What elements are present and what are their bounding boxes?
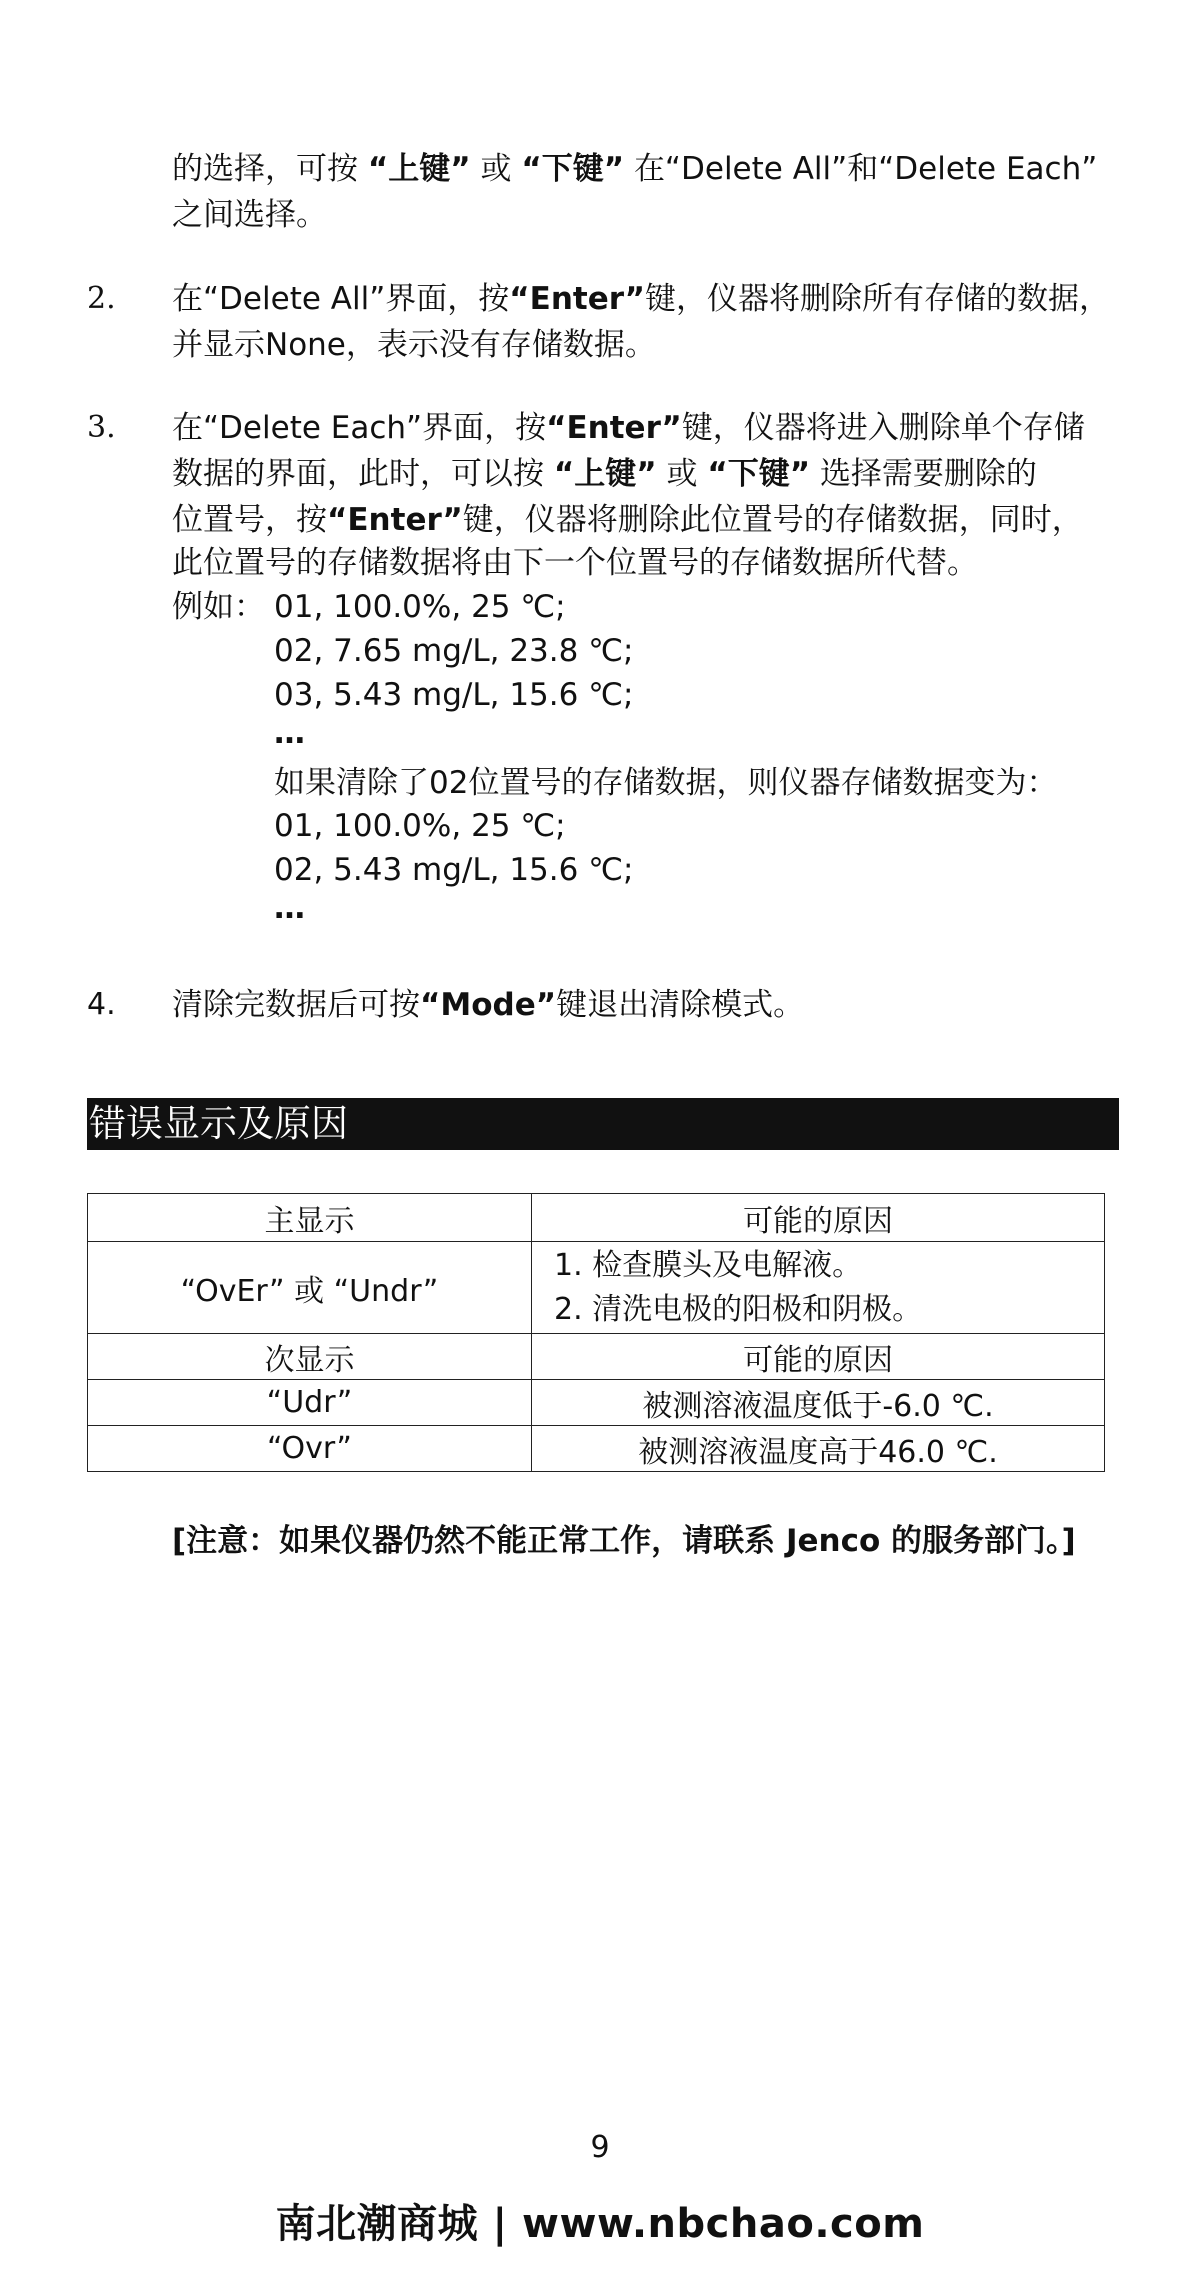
example-note: 如果清除了02位置号的存储数据，则仪器存储数据变为：: [274, 765, 1058, 801]
example-entry: 01, 100.0%, 25 ℃;: [274, 589, 566, 625]
intro-line-1: 的选择，可按 “上键” 或 “下键” 在“Delete All”和“Delete Each”: [172, 151, 1098, 187]
item-number: 2.: [87, 281, 116, 316]
table-cell-causes: [532, 1242, 1105, 1334]
table-row: [88, 1380, 1105, 1426]
item-3-line-2: 数据的界面，此时，可以按 “上键” 或 “下键” 选择需要删除的: [172, 456, 1037, 492]
intro-line-2: 之间选择。: [172, 197, 327, 233]
example-entry: 01, 100.0%, 25 ℃;: [274, 808, 566, 844]
cause-item: 2. 清洗电极的阳极和阴极。: [554, 1291, 923, 1327]
item-3-line-3: 位置号，按“Enter”键，仪器将删除此位置号的存储数据，同时，: [172, 502, 1083, 538]
page-number: 9: [590, 2130, 610, 2165]
example-entry: 03, 5.43 mg/L, 15.6 ℃;: [274, 677, 634, 713]
table-cell-cause: 被测溶液温度高于46.0 ℃.: [532, 1426, 1105, 1472]
cause-item: 1. 检查膜头及电解液。: [554, 1247, 863, 1283]
item-number: 4.: [87, 987, 116, 1022]
item-2-line-2: 并显示None，表示没有存储数据。: [172, 327, 656, 363]
table-header-cell: 可能的原因: [532, 1194, 1105, 1242]
item-3-line-1: 在“Delete Each”界面，按“Enter”键，仪器将进入删除单个存储: [172, 410, 1085, 446]
example-entry: 02, 7.65 mg/L, 23.8 ℃;: [274, 633, 634, 669]
table-cell-display: “Udr”: [88, 1380, 532, 1426]
section-title: 错误显示及原因: [87, 1098, 1119, 1150]
footer-watermark: 南北潮商城 | www.nbchao.com: [275, 2201, 925, 2247]
table-header-cell: 次显示: [88, 1334, 532, 1380]
item-2-line-1: 在“Delete All”界面，按“Enter”键，仪器将删除所有存储的数据，: [172, 281, 1110, 317]
service-note: [注意：如果仪器仍然不能正常工作，请联系 Jenco 的服务部门。]: [172, 1523, 1076, 1559]
table-cell-display: “Ovr”: [88, 1426, 532, 1472]
example-label: 例如：: [172, 589, 265, 625]
item-3-line-4: 此位置号的存储数据将由下一个位置号的存储数据所代替。: [172, 545, 978, 581]
example-ellipsis: …: [274, 890, 305, 926]
item-number: 3.: [87, 410, 116, 445]
table-header-row: [88, 1334, 1105, 1380]
table-row: [88, 1426, 1105, 1472]
example-entry: 02, 5.43 mg/L, 15.6 ℃;: [274, 852, 634, 888]
table-cell-cause: 被测溶液温度低于-6.0 ℃.: [532, 1380, 1105, 1426]
example-ellipsis: …: [274, 715, 305, 751]
table-row: [88, 1242, 1105, 1334]
table-header-row: [88, 1194, 1105, 1242]
table-cell-display: “OvEr” 或 “Undr”: [88, 1242, 532, 1334]
table-header-cell: 主显示: [88, 1194, 532, 1242]
item-4-line-1: 清除完数据后可按“Mode”键退出清除模式。: [172, 987, 805, 1023]
error-table: [87, 1193, 1105, 1472]
table-header-cell: 可能的原因: [532, 1334, 1105, 1380]
